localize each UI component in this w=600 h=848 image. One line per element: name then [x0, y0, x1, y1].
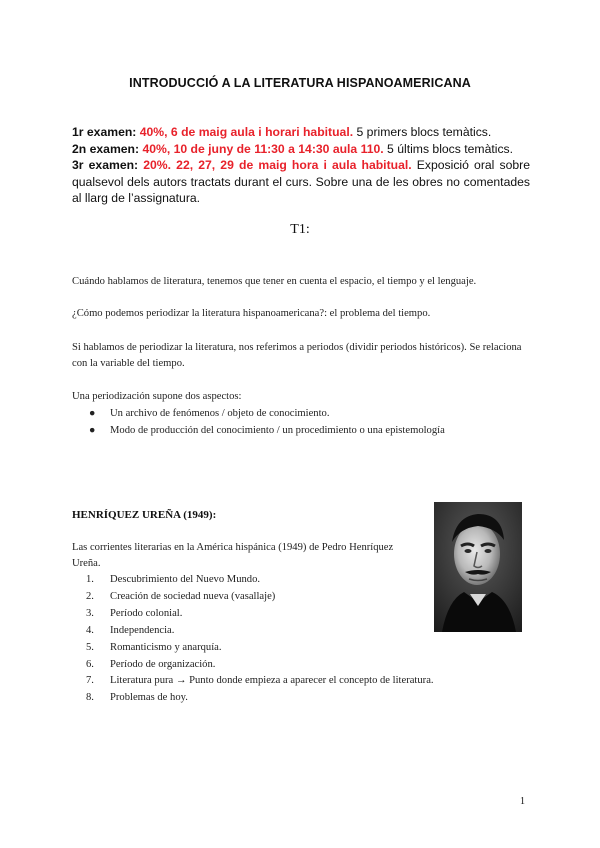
list-number: 2.: [86, 590, 94, 602]
paragraph: Una periodización supone dos aspectos:: [72, 391, 242, 402]
exam-highlight: 20%. 22, 27, 29 de maig hora i aula habitual.: [143, 158, 412, 172]
bullet-icon: ●: [89, 408, 96, 419]
list-item-text: Modo de producción del conocimiento / un procedimiento o una epistemología: [110, 425, 445, 436]
exam-schedule: [72, 124, 530, 207]
paragraph: Cuándo hablamos de literatura, tenemos que tener en cuenta el espacio, el tiempo y el lenguaje.: [72, 276, 477, 287]
list-item-text: Independencia.: [110, 624, 175, 636]
exam-highlight: 40%, 6 de maig aula i horari habitual.: [139, 125, 354, 139]
paragraph: Si hablamos de periodizar la literatura, nos referimos a periodos (dividir periodos históricos). Se relaciona con la variable del tiempo.: [72, 342, 522, 369]
list-item: [72, 657, 452, 674]
exam-detail: 5 primers blocs temàtics.: [353, 125, 492, 139]
list-item-text: Literatura pura → Punto donde empieza a aparecer el concepto de literatura.: [110, 675, 434, 687]
list-item: [72, 422, 532, 439]
author-portrait: [434, 502, 522, 632]
paragraph: ¿Cómo podemos periodizar la literatura hispanoamericana?: el problema del tiempo.: [72, 308, 431, 319]
document-title: INTRODUCCIÓ A LA LITERATURA HISPANOAMERICANA: [129, 76, 471, 90]
portrait-image: [434, 502, 522, 632]
list-item: [72, 589, 452, 606]
exam-detail: Exposició oral sobre qualsevol dels autors tractats durant el curs. Sobre una de les obres no comentades al llarg de l’assignatura.: [72, 158, 530, 205]
page-number: 1: [520, 796, 525, 807]
exam-line-1: [72, 124, 530, 141]
list-item-text: Período colonial.: [110, 607, 183, 619]
list-number: 6.: [86, 658, 94, 670]
list-item: [72, 640, 452, 657]
exam-highlight: 40%, 10 de juny de 11:30 a 14:30 aula 110.: [142, 141, 384, 156]
list-item-text: Descubrimiento del Nuevo Mundo.: [110, 574, 261, 585]
bullet-icon: ●: [89, 425, 96, 436]
list-item: [72, 690, 452, 707]
exam-line-3: [72, 157, 530, 207]
list-number: 4.: [86, 624, 94, 636]
exam-label: 3r examen:: [72, 158, 139, 172]
list-item-text: Período de organización.: [110, 658, 216, 670]
numbered-list: [72, 572, 452, 707]
list-item-text: Problemas de hoy.: [110, 692, 188, 704]
exam-label: 1r examen:: [72, 125, 137, 139]
list-item-text: Creación de sociedad nueva (vasallaje): [110, 590, 276, 602]
list-number: 3.: [86, 607, 94, 619]
exam-line-2: [72, 141, 530, 158]
exam-detail: 5 últims blocs temàtics.: [383, 141, 514, 156]
list-item-text: Un archivo de fenómenos / objeto de conocimiento.: [110, 408, 330, 419]
list-number: 1.: [86, 574, 94, 585]
list-number: 5.: [86, 641, 94, 653]
paragraph: Las corrientes literarias en la América hispánica (1949) de Pedro Henríquez Ureña.: [72, 542, 394, 569]
list-item: [72, 673, 452, 690]
exam-label: 2n examen:: [72, 141, 140, 156]
list-number: 8.: [86, 692, 94, 704]
list-item: [72, 623, 452, 640]
section-heading: HENRÍQUEZ UREÑA (1949):: [72, 509, 217, 521]
list-item: [72, 405, 532, 422]
list-item: [72, 572, 452, 589]
section-title: T1:: [290, 222, 310, 237]
list-item-text: Romanticismo y anarquía.: [110, 641, 222, 653]
list-number: 7.: [86, 675, 94, 687]
list-item: [72, 606, 452, 623]
bullet-list: [72, 405, 532, 439]
